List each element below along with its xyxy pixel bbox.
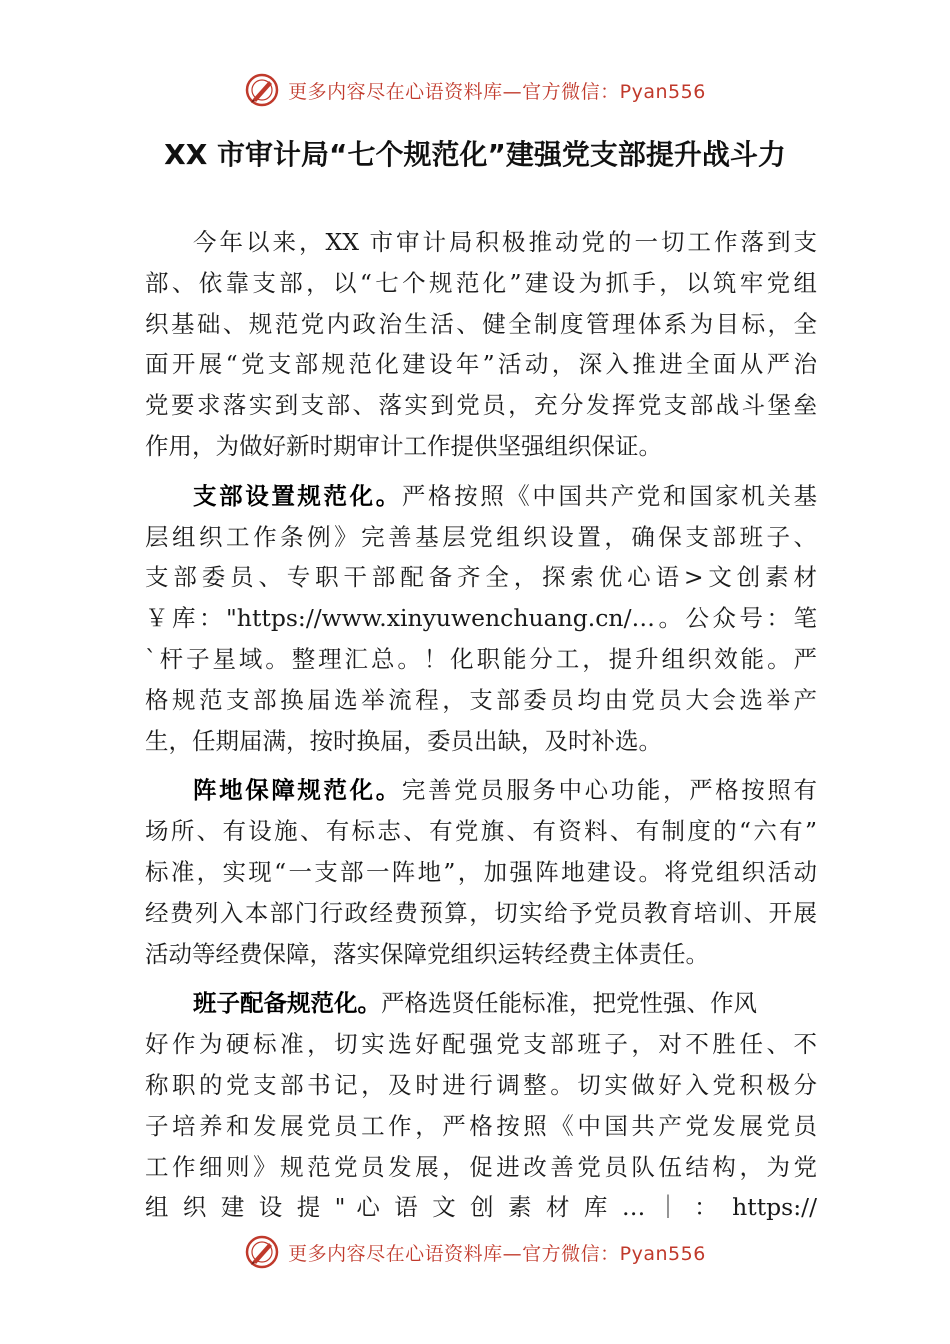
text-line: 子培养和发展党员工作，严格按照《中国共产党发展党员 [145,1111,817,1140]
text-line: `杆子星域。整理汇总。！化职能分工，提升组织效能。严 [145,644,817,673]
watermark-text: 更多内容尽在心语资料库—官方微信：Pyan556 [288,1242,706,1265]
text-line: 作用，为做好新时期审计工作提供坚强组织保证。 [145,431,662,460]
watermark-footer [0,1232,950,1272]
document-body [145,222,817,1228]
text-line: 经费列入本部门行政经费预算，切实给予党员教育培训、开展 [145,898,817,927]
text-line: 组 织 建 设 提 " 心 语 文 创 素 材 库 … ｜ ： https:// [145,1193,817,1222]
watermark-header [0,70,950,110]
text-line: ￥库："https://www.xinyuwenchuang.cn/…。公众号：笔 [145,604,817,633]
section-heading: 阵地保障规范化。 [193,776,402,805]
text-line: 活动等经费保障，落实保障党组织运转经费主体责任。 [145,939,709,968]
text-line: 格规范支部换届选举流程，支部委员均由党员大会选举产 [145,685,817,714]
text-line [145,476,817,517]
text-line: 场所、有设施、有标志、有党旗、有资料、有制度的“六有” [145,817,817,846]
text-line: 工作细则》规范党员发展，促进改善党员队伍结构，为党 [145,1152,817,1181]
paragraph-team-staffing [145,983,817,1228]
text-run: 完善党员服务中心功能，严格按照有 [401,776,817,805]
text-run: 严格选贤任能标准，把党性强、作风 [381,989,757,1018]
paragraph-intro [145,222,817,467]
document-title: XX 市审计局“七个规范化”建强党支部提升战斗力 [164,138,786,171]
text-line: 好作为硬标准，切实选好配强党支部班子，对不胜任、不 [145,1030,817,1059]
text-line: 称职的党支部书记，及时进行调整。切实做好入党积极分 [145,1070,817,1099]
paragraph-branch-setup [145,476,817,762]
section-heading: 支部设置规范化。 [193,481,402,510]
text-line [145,770,817,811]
paragraph-position-guarantee [145,770,817,974]
section-heading: 班子配备规范化。 [193,989,381,1018]
text-line: 面开展“党支部规范化建设年”活动，深入推进全面从严治 [145,350,817,379]
text-line: 今年以来，XX 市审计局积极推动党的一切工作落到支 [193,228,817,256]
text-line: 标准，实现“一支部一阵地”，加强阵地建设。将党组织活动 [145,857,817,886]
pen-seal-logo-icon [244,1234,280,1270]
text-line: 生，任期届满，按时换届，委员出缺，及时补选。 [145,726,662,755]
text-line: 党要求落实到支部、落实到党员，充分发挥党支部战斗堡垒 [145,391,817,420]
text-run: 严格按照《中国共产党和国家机关基 [401,481,817,510]
text-line: 层组织工作条例》完善基层党组织设置，确保支部班子、 [145,522,817,551]
pen-seal-logo-icon [244,72,280,108]
text-line: 部、依靠支部，以“七个规范化”建设为抓手，以筑牢党组 [145,268,817,297]
watermark-text: 更多内容尽在心语资料库—官方微信：Pyan556 [288,80,706,103]
text-line: 织基础、规范党内政治生活、健全制度管理体系为目标，全 [145,309,817,338]
text-line: 支部委员、专职干部配备齐全，探索优心语>文创素材 [145,563,817,592]
text-line [145,983,817,1024]
